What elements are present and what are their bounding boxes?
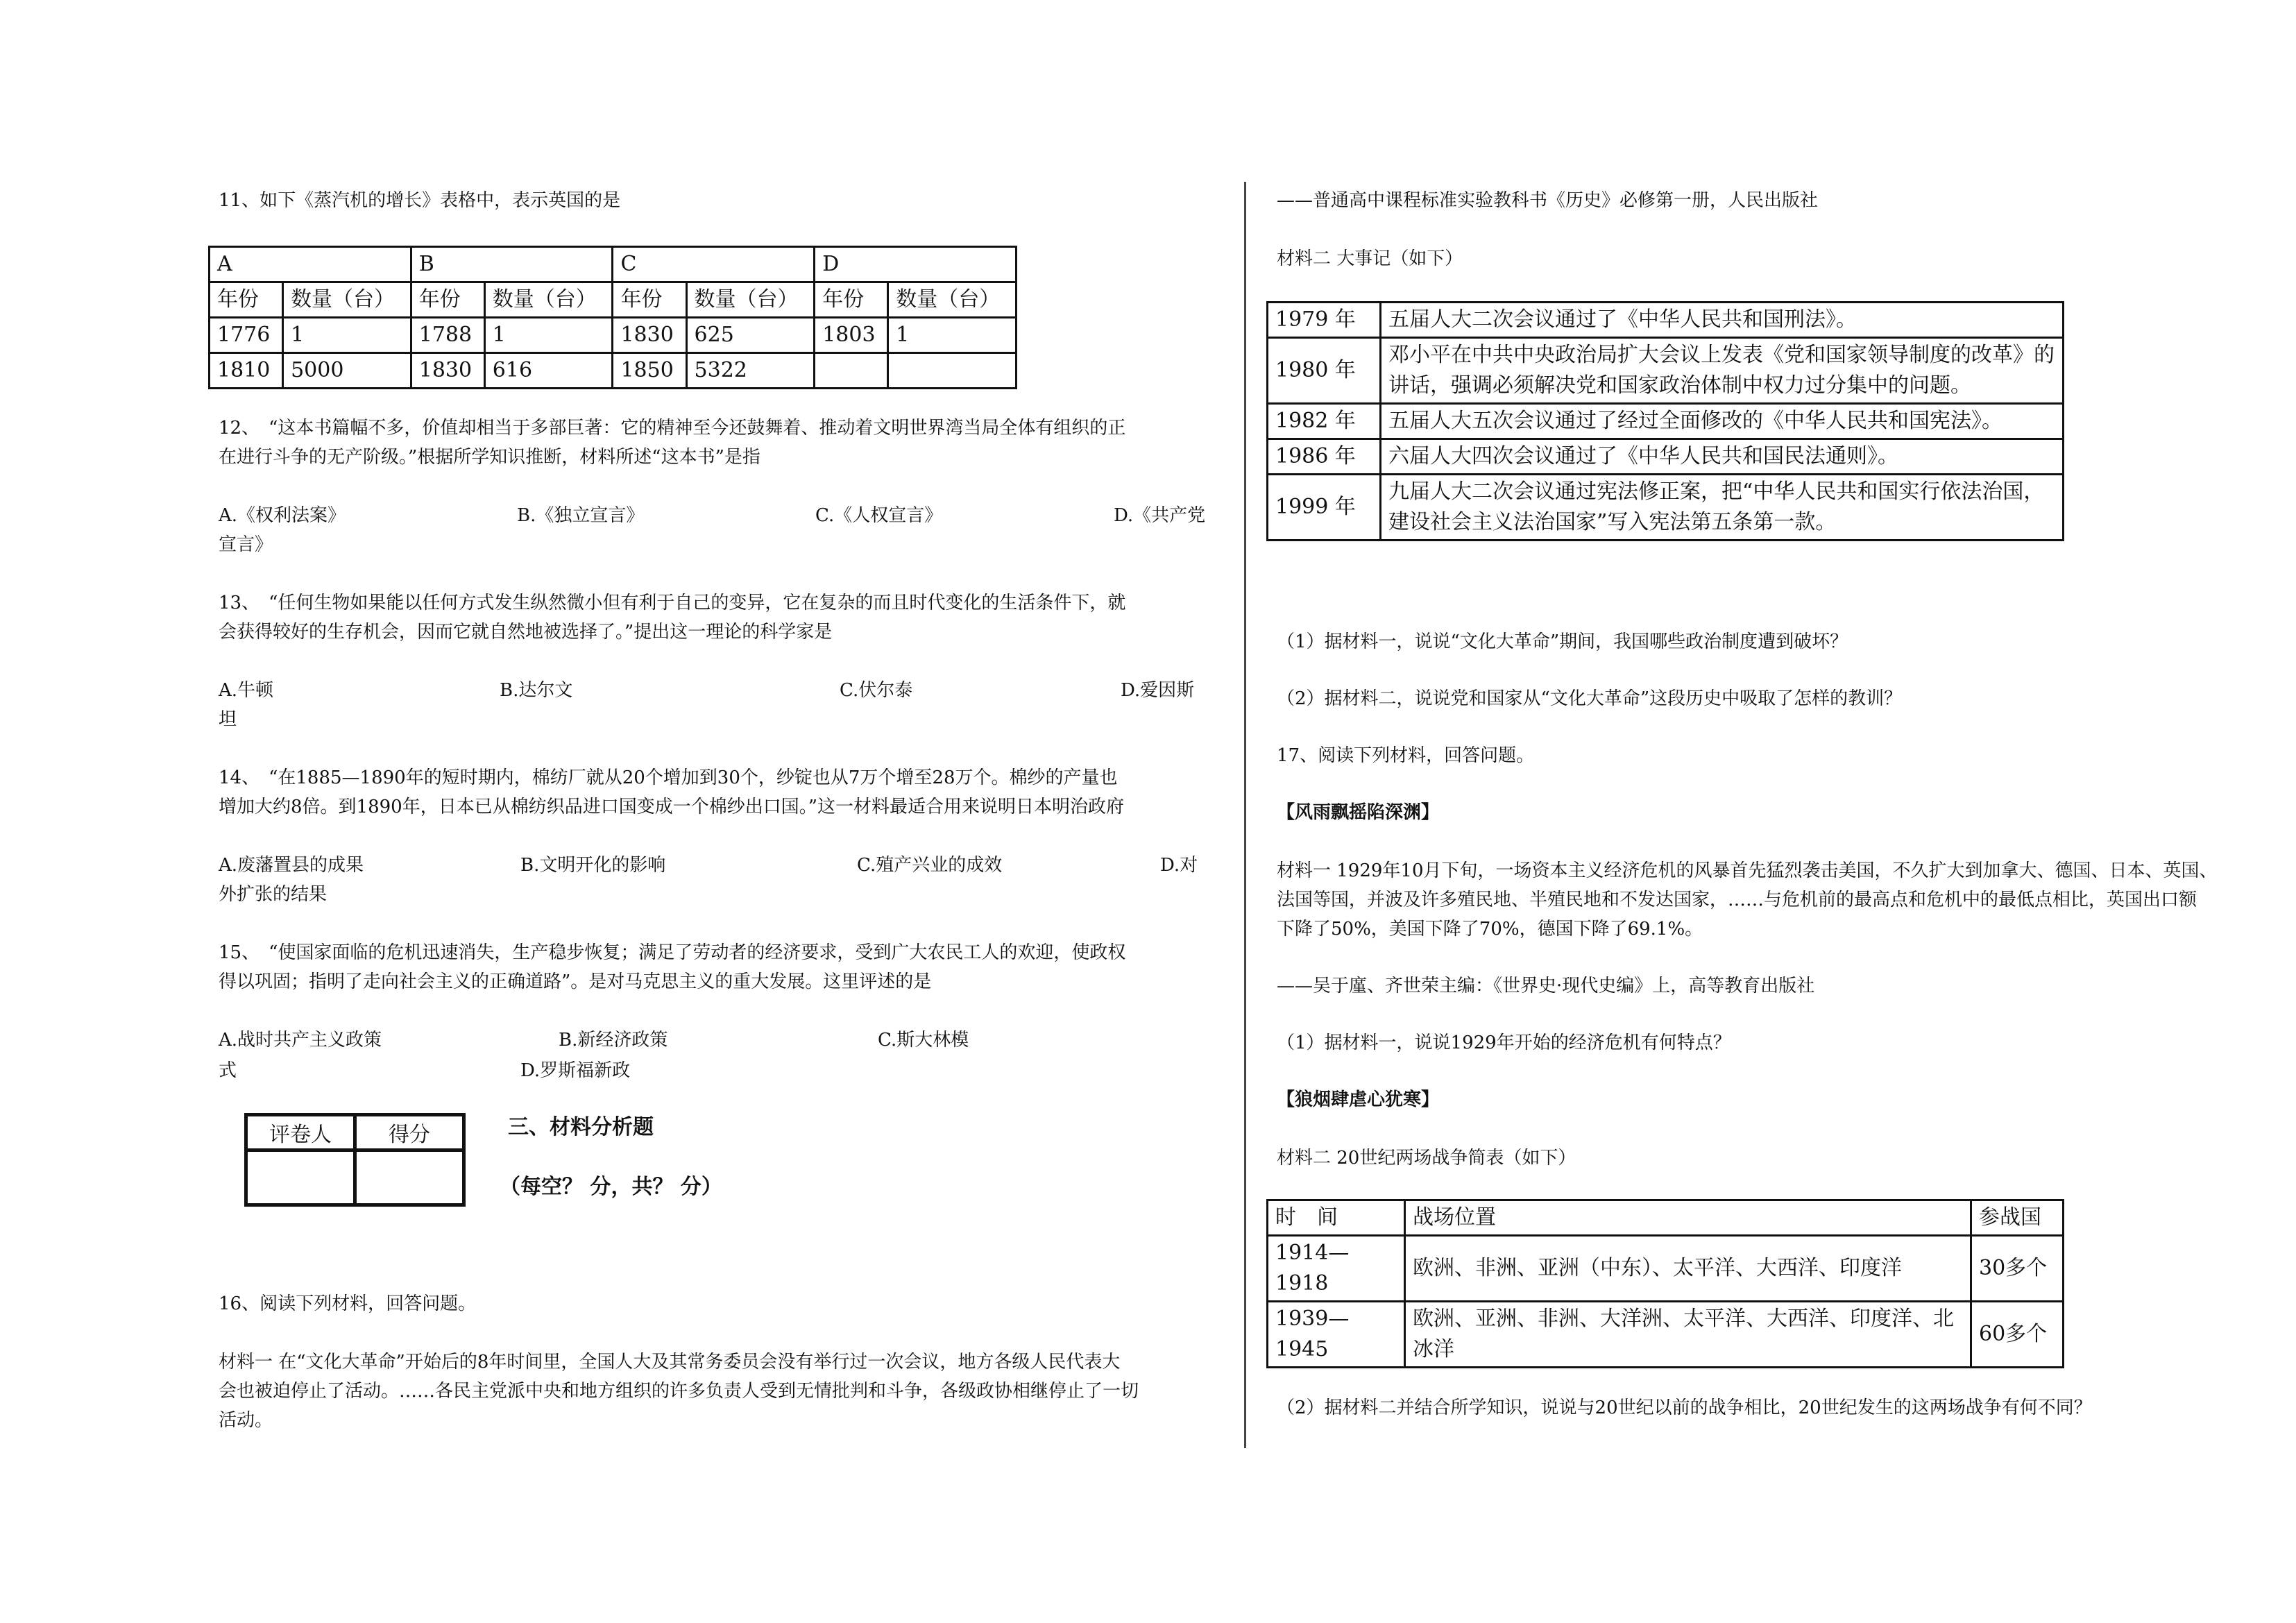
grader-label: 评卷人 <box>246 1115 355 1150</box>
header-time: 时 间 <box>1268 1200 1405 1236</box>
war-place: 欧洲、非洲、亚洲（中东）、太平洋、大西洋、印度洋 <box>1405 1236 1971 1302</box>
q15-option-c[interactable]: C.斯大林模 <box>878 1030 969 1051</box>
q15-option-d[interactable]: D.罗斯福新政 <box>520 1060 631 1081</box>
table-row <box>246 1115 464 1150</box>
table-row <box>1268 1200 2064 1236</box>
q13-option-d-cont: 坦 <box>219 709 237 730</box>
event-text: 邓小平在中共中央政治局扩大会议上发表《党和国家领导制度的改革》的讲话，强调必须解决党和国家政治体制中权力过分集中的问题。 <box>1381 338 2064 404</box>
table-row <box>1268 338 2064 404</box>
source-citation-1: ——普通高中课程标准实验教科书《历史》必修第一册，人民出版社 <box>1277 190 1819 211</box>
q17-material1-line3: 下降了50%，美国下降了70%，德国下降了69.1%。 <box>1277 919 1703 940</box>
event-year: 1999 年 <box>1268 475 1381 541</box>
cell: 1776 <box>210 318 283 353</box>
material2-title: 材料二 大事记（如下） <box>1277 248 1463 269</box>
source-citation-2: ——吴于廑、齐世荣主编：《世界史·现代史编》上，高等教育出版社 <box>1277 976 1815 996</box>
event-text: 五届人大二次会议通过了《中华人民共和国刑法》。 <box>1381 303 2064 338</box>
group-b: B <box>411 247 613 282</box>
cell: 1788 <box>411 318 484 353</box>
cell: 5322 <box>686 353 815 389</box>
cell: 616 <box>484 353 613 389</box>
events-table <box>1266 301 2064 541</box>
col-year: 年份 <box>210 282 283 318</box>
q17-material1-line1: 材料一 1929年10月下旬，一场资本主义经济危机的风暴首先猛烈袭击美国，不久扩大到加拿大、德国、日本、英国、 <box>1277 860 2218 881</box>
cell <box>815 353 888 389</box>
table-row <box>210 282 1017 318</box>
table-row <box>246 1150 464 1205</box>
heading-2: 【狼烟肆虐心犹寒】 <box>1277 1089 1440 1110</box>
header-place: 战场位置 <box>1405 1200 1971 1236</box>
table-row <box>1268 1236 2064 1302</box>
event-text: 九届人大二次会议通过宪法修正案，把“中华人民共和国实行依法治国，建设社会主义法治国家”写入宪法第五条第一款。 <box>1381 475 2064 541</box>
cell: 1830 <box>613 318 686 353</box>
section-title: 三、材料分析题 <box>508 1115 654 1139</box>
q14-option-c[interactable]: C.殖产兴业的成效 <box>857 855 1003 876</box>
material2-war-title: 材料二 20世纪两场战争简表（如下） <box>1277 1148 1576 1169</box>
col-count: 数量（台） <box>686 282 815 318</box>
table-row <box>210 318 1017 353</box>
cell <box>888 353 1017 389</box>
col-count: 数量（台） <box>888 282 1017 318</box>
score-box <box>244 1113 466 1207</box>
group-c: C <box>613 247 815 282</box>
q12-option-d-cont: 宣言》 <box>219 534 273 555</box>
q12-option-c[interactable]: C.《人权宣言》 <box>815 505 943 526</box>
heading-1: 【风雨飘摇陷深渊】 <box>1277 802 1440 823</box>
table-row <box>1268 404 2064 439</box>
table-row <box>1268 303 2064 338</box>
cell: 5000 <box>283 353 411 389</box>
event-year: 1982 年 <box>1268 404 1381 439</box>
q15-line2: 得以巩固；指明了走向社会主义的正确道路”。是对马克思主义的重大发展。这里评述的是 <box>219 971 932 992</box>
group-a: A <box>210 247 411 282</box>
q12-option-a[interactable]: A.《权利法案》 <box>219 505 346 526</box>
cell: 1810 <box>210 353 283 389</box>
table-row <box>210 247 1017 282</box>
col-year: 年份 <box>815 282 888 318</box>
q16-material1-line2: 会也被迫停止了活动。……各民主党派中央和地方组织的许多负责人受到无情批判和斗争，各级政协相继停止了一切 <box>219 1381 1139 1402</box>
table-row <box>1268 1302 2064 1368</box>
war-table <box>1266 1199 2064 1368</box>
q16-sub1: （1）据材料一，说说“文化大革命”期间，我国哪些政治制度遭到破坏？ <box>1277 631 1848 652</box>
section-score-note: （每空？ 分，共？ 分） <box>500 1175 722 1199</box>
header-count: 参战国 <box>1971 1200 2064 1236</box>
q17-sub1: （1）据材料一，说说1929年开始的经济危机有何特点？ <box>1277 1033 1731 1053</box>
q12-option-b[interactable]: B.《独立宣言》 <box>517 505 645 526</box>
war-count: 60多个 <box>1971 1302 2064 1368</box>
q14-option-d[interactable]: D.对 <box>1160 855 1198 876</box>
col-year: 年份 <box>411 282 484 318</box>
q13-option-a[interactable]: A.牛顿 <box>219 680 274 701</box>
event-text: 五届人大五次会议通过了经过全面修改的《中华人民共和国宪法》。 <box>1381 404 2064 439</box>
q15-option-b[interactable]: B.新经济政策 <box>559 1030 668 1051</box>
col-year: 年份 <box>613 282 686 318</box>
table-row <box>1268 439 2064 475</box>
cell: 1 <box>283 318 411 353</box>
table-row <box>210 353 1017 389</box>
cell: 1 <box>888 318 1017 353</box>
q14-option-a[interactable]: A.废藩置县的成果 <box>219 855 364 876</box>
q15-option-a[interactable]: A.战时共产主义政策 <box>219 1030 382 1051</box>
q15-line1: 15、 “使国家面临的危机迅速消失，生产稳步恢复；满足了劳动者的经济要求，受到广大农民工人的欢迎，使政权 <box>219 942 1126 963</box>
q16-material1-line3: 活动。 <box>219 1410 273 1431</box>
q14-option-d-cont: 外扩张的结果 <box>219 884 328 905</box>
q15-option-c-cont: 式 <box>219 1060 237 1081</box>
q16-material1-line1: 材料一 在“文化大革命”开始后的8年时间里，全国人大及其常务委员会没有举行过一次会议，地方各级人民代表大 <box>219 1352 1121 1373</box>
q12-line1: 12、 “这本书篇幅不多，价值却相当于多部巨著：它的精神至今还鼓舞着、推动着文明世界湾当局全体有组织的正 <box>219 418 1126 439</box>
grader-field[interactable] <box>246 1150 355 1205</box>
q13-line1: 13、 “任何生物如果能以任何方式发生纵然微小但有利于自己的变异，它在复杂的而且时代变化的生活条件下，就 <box>219 593 1126 613</box>
war-place: 欧洲、亚洲、非洲、大洋洲、太平洋、大西洋、印度洋、北冰洋 <box>1405 1302 1971 1368</box>
q11-stem: 11、如下《蒸汽机的增长》表格中，表示英国的是 <box>219 190 621 211</box>
cell: 1 <box>484 318 613 353</box>
col-count: 数量（台） <box>283 282 411 318</box>
war-time: 1914—1918 <box>1268 1236 1405 1302</box>
steam-engine-table <box>208 246 1017 389</box>
q12-line2: 在进行斗争的无产阶级。”根据所学知识推断，材料所述“这本书”是指 <box>219 447 760 468</box>
q14-line2: 增加大约8倍。到1890年，日本已从棉纺织品进口国变成一个棉纱出口国。”这一材料最适合用来说明日本明治政府 <box>219 797 1125 817</box>
q14-option-b[interactable]: B.文明开化的影响 <box>520 855 666 876</box>
score-field[interactable] <box>355 1150 464 1205</box>
cell: 1803 <box>815 318 888 353</box>
q16-sub2: （2）据材料二，说说党和国家从“文化大革命”这段历史中吸取了怎样的教训？ <box>1277 688 1903 709</box>
cell: 1850 <box>613 353 686 389</box>
score-label: 得分 <box>355 1115 464 1150</box>
cell: 1830 <box>411 353 484 389</box>
event-year: 1986 年 <box>1268 439 1381 475</box>
q12-option-d[interactable]: D.《共产党 <box>1114 505 1206 526</box>
event-year: 1980 年 <box>1268 338 1381 404</box>
cell: 625 <box>686 318 815 353</box>
q14-line1: 14、 “在1885—1890年的短时期内，棉纺厂就从20个增加到30个，纱锭也从7万个增至28万个。棉纱的产量也 <box>219 767 1118 788</box>
q13-option-c[interactable]: C.伏尔泰 <box>840 680 913 701</box>
column-divider <box>1244 182 1246 1448</box>
q13-option-b[interactable]: B.达尔文 <box>500 680 573 701</box>
war-time: 1939—1945 <box>1268 1302 1405 1368</box>
q17-stem: 17、阅读下列材料，回答问题。 <box>1277 745 1535 766</box>
col-count: 数量（台） <box>484 282 613 318</box>
event-text: 六届人大四次会议通过了《中华人民共和国民法通则》。 <box>1381 439 2064 475</box>
table-row <box>1268 475 2064 541</box>
q13-line2: 会获得较好的生存机会，因而它就自然地被选择了。”提出这一理论的科学家是 <box>219 622 833 643</box>
q16-stem: 16、阅读下列材料，回答问题。 <box>219 1293 477 1314</box>
group-d: D <box>815 247 1017 282</box>
event-year: 1979 年 <box>1268 303 1381 338</box>
q13-option-d[interactable]: D.爱因斯 <box>1121 680 1195 701</box>
q17-material1-line2: 法国等国，并波及许多殖民地、半殖民地和不发达国家，……与危机前的最高点和危机中的最低点相比，英国出口额 <box>1277 890 2197 910</box>
war-count: 30多个 <box>1971 1236 2064 1302</box>
q17-sub2: （2）据材料二并结合所学知识，说说与20世纪以前的战争相比，20世纪发生的这两场战争有何不同？ <box>1277 1397 2092 1418</box>
